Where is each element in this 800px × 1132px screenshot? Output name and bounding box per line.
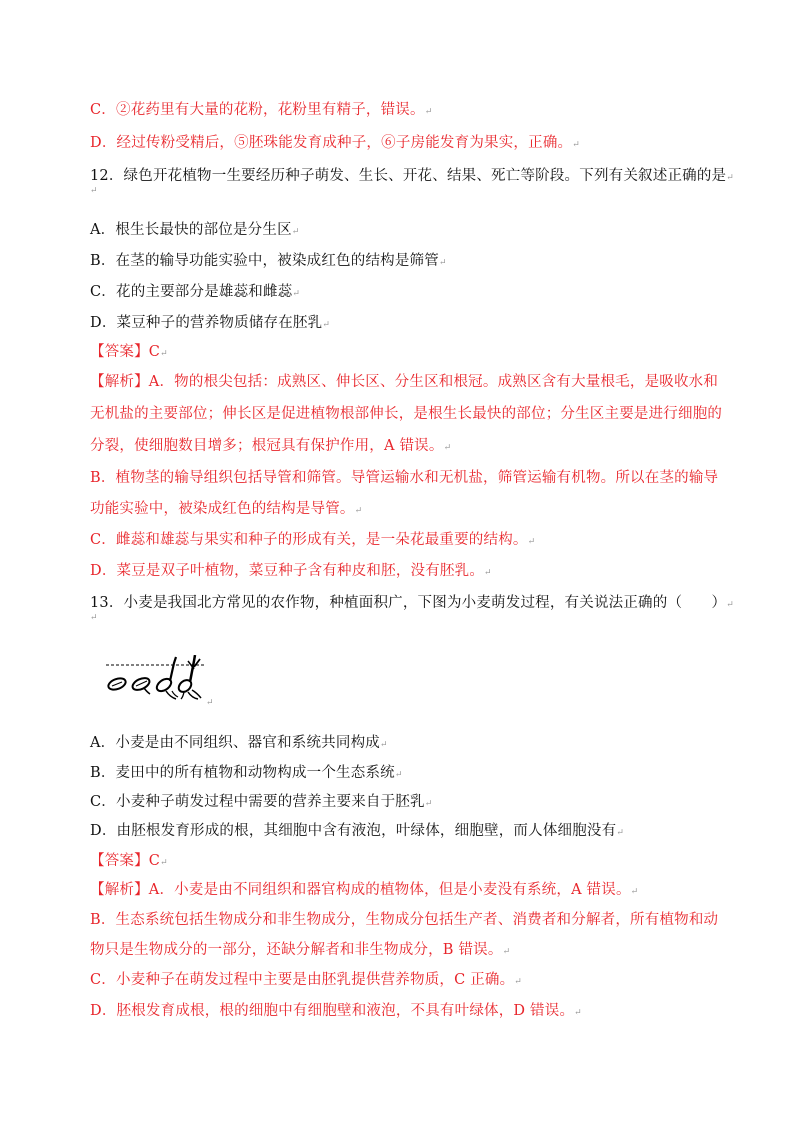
q12-analysis-line: 无机盐的主要部位；伸长区是促进植物根部伸长，是根生长最快的部位；分生区主要是进行细胞的 bbox=[90, 406, 723, 422]
q13-answer: 【答案】C↵ bbox=[90, 853, 168, 869]
paragraph-mark: ↵ bbox=[90, 186, 98, 196]
q13-option-a: A．小麦是由不同组织、器官和系统共同构成↵ bbox=[90, 735, 388, 751]
q13-analysis-line: 【解析】A．小麦是由不同组织和器官构成的植物体，但是小麦没有系统，A 错误。↵ bbox=[90, 882, 639, 898]
q13-analysis-line: D．胚根发育成根，根的细胞中有细胞壁和液泡，不具有叶绿体，D 错误。↵ bbox=[90, 1003, 582, 1019]
q13-option-b: B．麦田中的所有植物和动物构成一个生态系统↵ bbox=[90, 765, 403, 781]
q12-option-c: C．花的主要部分是雄蕊和雌蕊↵ bbox=[90, 284, 301, 300]
paragraph-mark: ↵ bbox=[90, 613, 98, 623]
q12-analysis-line: C．雌蕊和雄蕊与果实和种子的形成有关，是一朵花最重要的结构。↵ bbox=[90, 532, 536, 548]
q13-analysis-line: C．小麦种子在萌发过程中主要是由胚乳提供营养物质，C 正确。↵ bbox=[90, 972, 523, 988]
q13-option-c: C．小麦种子萌发过程中需要的营养主要来自于胚乳↵ bbox=[90, 794, 433, 810]
q12-stem: 12．绿色开花植物一生要经历种子萌发、生长、开花、结果、死亡等阶段。下列有关叙述正确的是↵ bbox=[90, 168, 734, 184]
q13-analysis-line: B．生态系统包括生物成分和非生物成分，生物成分包括生产者、消费者和分解者，所有植物和动 bbox=[90, 912, 719, 928]
q12-option-d: D．菜豆种子的营养物质储存在胚乳↵ bbox=[90, 315, 331, 331]
q12-analysis-line: 功能实验中，被染成红色的结构是导管。↵ bbox=[90, 501, 363, 517]
q12-analysis-line: B．植物茎的输导组织包括导管和筛管。导管运输水和无机盐，筛管运输有机物。所以在茎的输导 bbox=[90, 470, 719, 486]
q12-answer: 【答案】C↵ bbox=[90, 344, 168, 360]
q12-option-b: B．在茎的输导功能实验中，被染成红色的结构是筛管↵ bbox=[90, 253, 447, 269]
q13-analysis-line: 物只是生物成分的一部分，还缺分解者和非生物成分，B 错误。↵ bbox=[90, 942, 511, 958]
q12-analysis-line: 分裂，使细胞数目增多；根冠具有保护作用，A 错误。↵ bbox=[90, 438, 452, 454]
q11-option-d: D．经过传粉受精后，⑤胚珠能发育成种子，⑥子房能发育为果实，正确。↵ bbox=[90, 135, 580, 151]
q11-option-c: C．②花药里有大量的花粉，花粉里有精子，错误。↵ bbox=[90, 102, 433, 118]
q12-analysis-line: 【解析】A．物的根尖包括：成熟区、伸长区、分生区和根冠。成熟区含有大量根毛，是吸收水和 bbox=[90, 374, 719, 390]
wheat-germination-figure-icon bbox=[104, 655, 214, 704]
q12-option-a: A．根生长最快的部位是分生区↵ bbox=[90, 222, 300, 238]
paragraph-mark: ↵ bbox=[206, 698, 214, 708]
q13-stem: 13．小麦是我国北方常见的农作物，种植面积广，下图为小麦萌发过程，有关说法正确的（ ）↵ bbox=[90, 595, 734, 611]
q13-option-d: D．由胚根发育形成的根，其细胞中含有液泡，叶绿体，细胞壁，而人体细胞没有↵ bbox=[90, 823, 625, 839]
q12-analysis-line: D．菜豆是双子叶植物，菜豆种子含有种皮和胚，没有胚乳。↵ bbox=[90, 563, 492, 579]
